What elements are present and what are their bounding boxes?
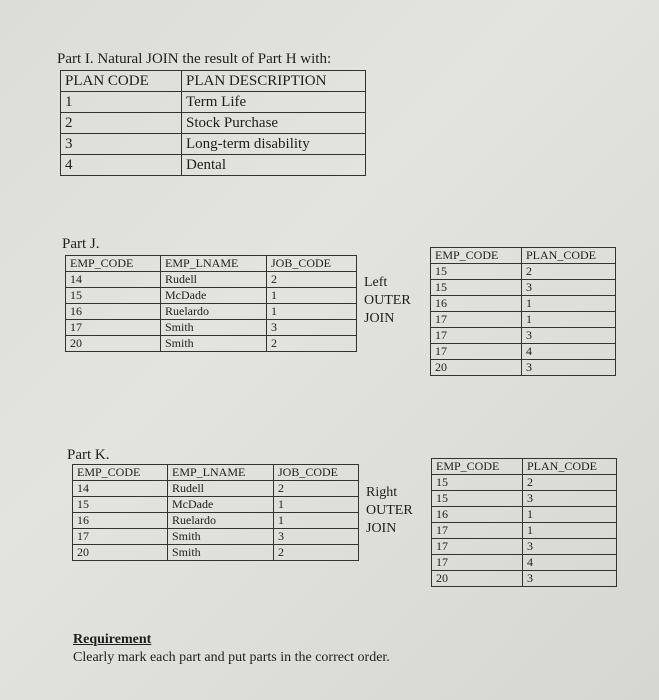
table-cell: 1 [267, 288, 357, 304]
table-cell: 2 [274, 481, 359, 497]
table-cell: 16 [73, 513, 168, 529]
table-cell: 16 [66, 304, 161, 320]
table-row [61, 113, 366, 134]
requirement-text: Clearly mark each part and put parts in the correct order. [73, 650, 390, 665]
join-label-line: JOIN [366, 521, 397, 536]
table-cell: 4 [523, 555, 617, 571]
table-row [431, 312, 616, 328]
table-cell: Long-term disability [182, 134, 366, 155]
table-cell: 1 [274, 497, 359, 513]
column-header: EMP_CODE [432, 459, 523, 475]
table-cell: 3 [267, 320, 357, 336]
table-cell: McDade [168, 497, 274, 513]
table-cell: 15 [431, 280, 522, 296]
part-k-plan-assignment-table [431, 458, 617, 587]
column-header: EMP_LNAME [168, 465, 274, 481]
table-cell: Dental [182, 155, 366, 176]
table-header-row [73, 465, 359, 481]
table-row [431, 264, 616, 280]
join-label-line: Left [364, 275, 388, 290]
table-cell: 1 [274, 513, 359, 529]
table-cell: Smith [168, 529, 274, 545]
table-cell: 15 [432, 491, 523, 507]
column-header: PLAN_CODE [523, 459, 617, 475]
table-cell: 3 [523, 539, 617, 555]
table-row [431, 280, 616, 296]
table-row [73, 545, 359, 561]
table-cell: 1 [61, 92, 182, 113]
table-row [431, 296, 616, 312]
table-row [431, 328, 616, 344]
table-cell: 4 [61, 155, 182, 176]
column-header: PLAN_CODE [522, 248, 616, 264]
column-header: JOB_CODE [267, 256, 357, 272]
table-cell: 3 [523, 571, 617, 587]
part-k-join-label [366, 484, 413, 538]
table-row [61, 155, 366, 176]
table-cell: 1 [523, 523, 617, 539]
table-cell: 2 [267, 272, 357, 288]
table-cell: 2 [267, 336, 357, 352]
table-row [66, 272, 357, 288]
table-cell: 17 [432, 555, 523, 571]
table-cell: Smith [168, 545, 274, 561]
table-cell: 3 [522, 328, 616, 344]
table-row [432, 571, 617, 587]
part-i-title: Part I. Natural JOIN the result of Part H with: [57, 51, 332, 67]
table-cell: Stock Purchase [182, 113, 366, 134]
table-row [432, 507, 617, 523]
table-cell: 20 [431, 360, 522, 376]
part-j-join-label [364, 274, 411, 328]
table-row [66, 304, 357, 320]
table-cell: 1 [267, 304, 357, 320]
part-i-plan-table [60, 70, 366, 176]
column-header: EMP_LNAME [161, 256, 267, 272]
table-cell: 1 [523, 507, 617, 523]
column-header: EMP_CODE [431, 248, 522, 264]
table-cell: 15 [431, 264, 522, 280]
table-cell: Term Life [182, 92, 366, 113]
table-cell: Ruelardo [161, 304, 267, 320]
table-row [432, 475, 617, 491]
table-cell: McDade [161, 288, 267, 304]
column-header: JOB_CODE [274, 465, 359, 481]
column-header: EMP_CODE [66, 256, 161, 272]
table-row [73, 513, 359, 529]
table-cell: Rudell [161, 272, 267, 288]
table-cell: 14 [66, 272, 161, 288]
table-cell: 17 [431, 312, 522, 328]
table-cell: 4 [522, 344, 616, 360]
requirement-title: Requirement [73, 632, 152, 647]
table-row [432, 491, 617, 507]
table-cell: 15 [432, 475, 523, 491]
part-k-employee-table [72, 464, 359, 561]
table-cell: 15 [66, 288, 161, 304]
table-row [61, 134, 366, 155]
table-cell: 3 [522, 280, 616, 296]
table-cell: 20 [432, 571, 523, 587]
table-header-row [432, 459, 617, 475]
column-header: EMP_CODE [73, 465, 168, 481]
table-cell: 14 [73, 481, 168, 497]
table-header-row [66, 256, 357, 272]
table-row [61, 92, 366, 113]
table-cell: 16 [431, 296, 522, 312]
join-label-line: OUTER [364, 293, 411, 308]
part-k-title: Part K. [67, 447, 110, 463]
table-cell: 2 [61, 113, 182, 134]
table-row [431, 344, 616, 360]
table-row [73, 497, 359, 513]
column-header: PLAN DESCRIPTION [182, 71, 366, 92]
table-row [73, 481, 359, 497]
join-label-line: Right [366, 485, 398, 500]
table-cell: 17 [431, 344, 522, 360]
table-cell: 17 [431, 328, 522, 344]
table-cell: 2 [274, 545, 359, 561]
table-row [66, 336, 357, 352]
part-j-title: Part J. [62, 236, 100, 252]
table-cell: 15 [73, 497, 168, 513]
table-cell: 17 [66, 320, 161, 336]
table-cell: 1 [522, 312, 616, 328]
table-cell: 3 [522, 360, 616, 376]
table-cell: 16 [432, 507, 523, 523]
table-cell: 3 [523, 491, 617, 507]
table-cell: 2 [522, 264, 616, 280]
table-header-row [431, 248, 616, 264]
table-row [66, 320, 357, 336]
table-row [73, 529, 359, 545]
join-label-line: JOIN [364, 311, 395, 326]
table-row [431, 360, 616, 376]
table-cell: Ruelardo [168, 513, 274, 529]
table-cell: Smith [161, 320, 267, 336]
table-cell: 3 [61, 134, 182, 155]
column-header: PLAN CODE [61, 71, 182, 92]
table-cell: Smith [161, 336, 267, 352]
table-row [66, 288, 357, 304]
table-header-row [61, 71, 366, 92]
table-row [432, 555, 617, 571]
table-cell: 20 [73, 545, 168, 561]
part-j-plan-assignment-table [430, 247, 616, 376]
table-cell: 3 [274, 529, 359, 545]
table-cell: 1 [522, 296, 616, 312]
table-cell: 17 [73, 529, 168, 545]
table-cell: 17 [432, 523, 523, 539]
part-j-employee-table [65, 255, 357, 352]
table-cell: Rudell [168, 481, 274, 497]
table-cell: 20 [66, 336, 161, 352]
table-row [432, 523, 617, 539]
table-row [432, 539, 617, 555]
join-label-line: OUTER [366, 503, 413, 518]
table-cell: 2 [523, 475, 617, 491]
table-cell: 17 [432, 539, 523, 555]
